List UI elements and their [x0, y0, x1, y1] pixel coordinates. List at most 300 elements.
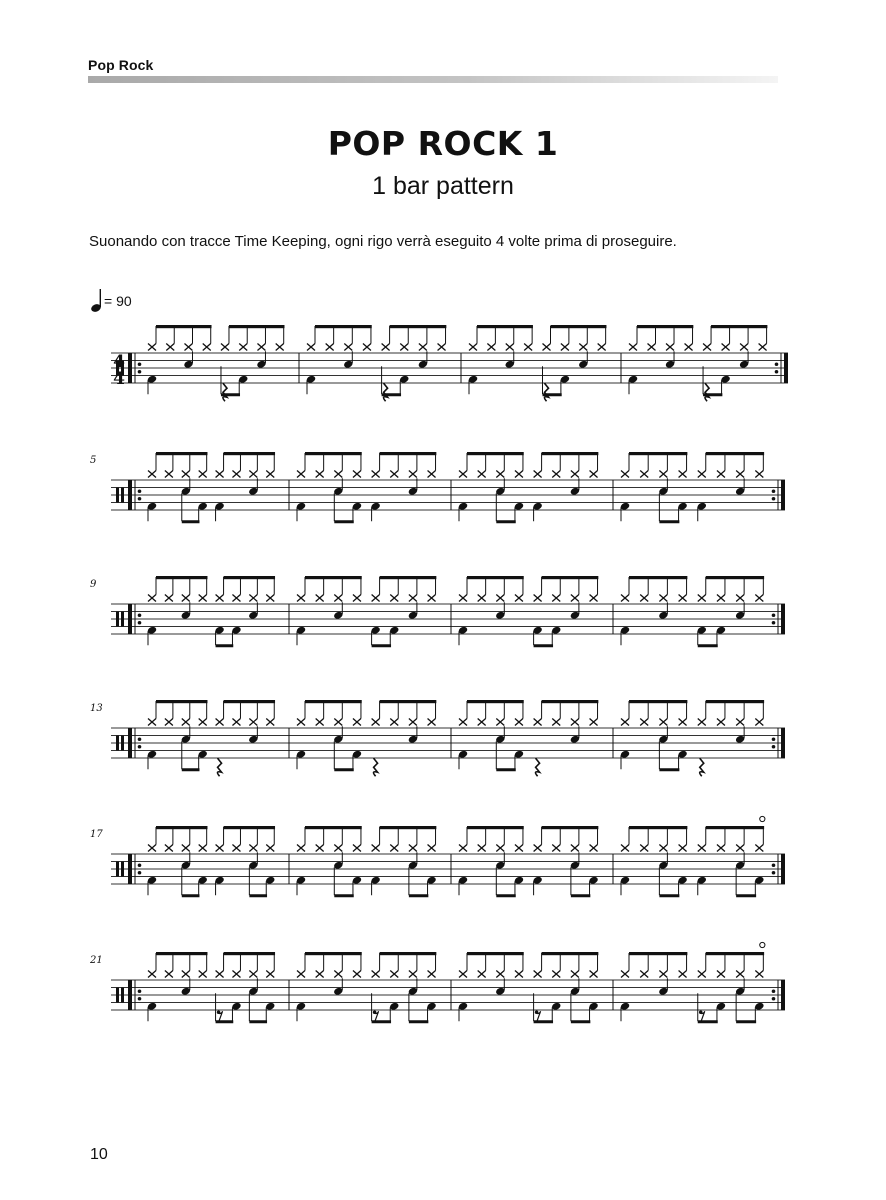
- repeat-dot: [772, 737, 776, 741]
- hihat-note: [372, 471, 380, 478]
- repeat-dot: [138, 370, 142, 374]
- hihat-beam: [467, 826, 524, 829]
- repeat-dot: [138, 997, 142, 1001]
- hihat-beam: [542, 576, 599, 579]
- hihat-beam: [224, 952, 275, 955]
- hihat-beam: [380, 700, 437, 703]
- hihat-note: [621, 845, 629, 852]
- repeat-dot: [138, 871, 142, 875]
- kick-beam: [334, 768, 353, 771]
- hihat-note: [266, 719, 274, 726]
- hihat-note: [266, 845, 274, 852]
- hihat-note: [543, 344, 551, 351]
- hihat-note: [459, 719, 467, 726]
- hihat-note: [534, 845, 542, 852]
- hihat-note: [552, 719, 560, 726]
- hihat-note: [571, 971, 579, 978]
- hihat-note: [534, 719, 542, 726]
- repeat-dot: [772, 871, 776, 875]
- hihat-beam: [156, 700, 207, 703]
- hihat-note: [182, 971, 190, 978]
- running-head: Pop Rock: [88, 57, 154, 73]
- page-subtitle: 1 bar pattern: [372, 172, 514, 200]
- hihat-note: [640, 471, 648, 478]
- time-signature-top: 4: [113, 352, 125, 372]
- hihat-beam: [467, 700, 524, 703]
- hihat-note: [307, 344, 315, 351]
- hihat-note: [755, 719, 763, 726]
- repeat-dot: [138, 737, 142, 741]
- hihat-note: [459, 971, 467, 978]
- hihat-note: [249, 971, 257, 978]
- hihat-note: [679, 471, 687, 478]
- hihat-note: [232, 719, 240, 726]
- hihat-note: [621, 971, 629, 978]
- hihat-note: [640, 719, 648, 726]
- hihat-note: [698, 595, 706, 602]
- kick-beam: [659, 768, 679, 771]
- hihat-note: [148, 971, 156, 978]
- hihat-note: [590, 719, 598, 726]
- hihat-note: [353, 971, 361, 978]
- repeat-dot: [772, 497, 776, 501]
- kick-beam: [249, 894, 267, 897]
- hihat-note: [199, 971, 207, 978]
- hihat-note: [232, 845, 240, 852]
- hihat-note: [382, 344, 390, 351]
- hihat-note: [478, 595, 486, 602]
- hihat-note: [316, 719, 324, 726]
- hihat-note: [390, 471, 398, 478]
- hihat-note: [428, 595, 436, 602]
- quarter-rest: [705, 383, 709, 401]
- kick-beam: [698, 644, 718, 647]
- hihat-note: [165, 719, 173, 726]
- hihat-note: [182, 719, 190, 726]
- kick-beam: [216, 644, 234, 647]
- hihat-note: [679, 971, 687, 978]
- hihat-note: [736, 471, 744, 478]
- kick-beam: [496, 894, 515, 897]
- repeat-start-thick: [128, 480, 132, 510]
- hihat-note: [148, 595, 156, 602]
- hihat-beam: [467, 952, 524, 955]
- hihat-note: [552, 971, 560, 978]
- hihat-note: [409, 471, 417, 478]
- hihat-beam: [390, 325, 447, 328]
- hihat-note: [590, 595, 598, 602]
- hihat-note: [552, 595, 560, 602]
- hihat-note: [496, 971, 504, 978]
- hihat-note: [679, 595, 687, 602]
- hihat-note: [148, 471, 156, 478]
- hihat-note: [203, 344, 211, 351]
- hihat-note: [249, 471, 257, 478]
- hihat-note: [459, 845, 467, 852]
- hihat-note: [590, 845, 598, 852]
- hihat-beam: [380, 826, 437, 829]
- time-signature-bottom: 4: [113, 369, 125, 389]
- hihat-note: [334, 719, 342, 726]
- hihat-beam: [315, 325, 372, 328]
- hihat-note: [165, 595, 173, 602]
- hihat-note: [552, 845, 560, 852]
- repeat-dot: [138, 489, 142, 493]
- hihat-note: [249, 595, 257, 602]
- kick-beam: [409, 894, 428, 897]
- hihat-note: [571, 471, 579, 478]
- hihat-note: [166, 344, 174, 351]
- hihat-note: [736, 719, 744, 726]
- hihat-beam: [551, 325, 607, 328]
- measure-number: 13: [90, 703, 103, 714]
- hihat-beam: [380, 952, 437, 955]
- hihat-beam: [477, 325, 533, 328]
- hihat-note: [736, 971, 744, 978]
- hihat-note: [740, 344, 748, 351]
- repeat-dot: [138, 621, 142, 625]
- hihat-note: [216, 471, 224, 478]
- hihat-beam: [629, 700, 687, 703]
- repeat-dot: [138, 863, 142, 867]
- hihat-note: [552, 471, 560, 478]
- hihat-beam: [224, 700, 275, 703]
- hihat-note: [534, 471, 542, 478]
- hihat-beam: [629, 452, 687, 455]
- hihat-note: [372, 971, 380, 978]
- hihat-note: [199, 845, 207, 852]
- quarter-rest: [374, 758, 378, 776]
- hihat-note: [679, 719, 687, 726]
- repeat-dot: [772, 621, 776, 625]
- hihat-note: [266, 471, 274, 478]
- hihat-note: [297, 719, 305, 726]
- hihat-note: [534, 595, 542, 602]
- percussion-clef: [116, 862, 119, 877]
- repeat-dot: [772, 997, 776, 1001]
- hihat-beam: [156, 452, 207, 455]
- hihat-note: [232, 471, 240, 478]
- hihat-note: [621, 471, 629, 478]
- hihat-note: [216, 971, 224, 978]
- kick-beam: [334, 520, 353, 523]
- hihat-note: [640, 971, 648, 978]
- hihat-beam: [229, 325, 285, 328]
- hihat-note: [216, 845, 224, 852]
- hihat-beam: [224, 826, 275, 829]
- hihat-note: [428, 971, 436, 978]
- hihat-beam: [629, 826, 687, 829]
- hihat-note: [698, 719, 706, 726]
- hihat-beam: [629, 952, 687, 955]
- repeat-dot: [138, 497, 142, 501]
- staff-system: [89, 942, 785, 1023]
- hihat-note: [487, 344, 495, 351]
- hihat-note: [736, 845, 744, 852]
- instructions-text: Suonando con tracce Time Keeping, ogni rigo verrà eseguito 4 volte prima di proseguire.: [89, 233, 677, 250]
- staff-system: [90, 452, 785, 523]
- kick-beam: [659, 894, 679, 897]
- hihat-note: [372, 719, 380, 726]
- hihat-note: [148, 344, 156, 351]
- hihat-note: [257, 344, 265, 351]
- repeat-dot: [775, 362, 779, 366]
- hihat-note: [703, 344, 711, 351]
- quarter-rest: [223, 383, 227, 401]
- hihat-note: [390, 845, 398, 852]
- hihat-note: [598, 344, 606, 351]
- measure-number: 9: [90, 579, 97, 590]
- repeat-start-thick: [128, 854, 132, 884]
- hihat-note: [496, 595, 504, 602]
- hihat-note: [438, 344, 446, 351]
- hihat-note: [717, 471, 725, 478]
- hihat-note: [659, 845, 667, 852]
- hihat-note: [515, 845, 523, 852]
- repeat-dot: [772, 489, 776, 493]
- hihat-note: [659, 971, 667, 978]
- hihat-note: [659, 719, 667, 726]
- hihat-note: [409, 719, 417, 726]
- hihat-note: [353, 471, 361, 478]
- hihat-beam: [706, 952, 764, 955]
- hihat-beam: [305, 952, 362, 955]
- staff-system: [90, 816, 785, 897]
- measure-number: 21: [90, 955, 103, 966]
- hihat-note: [579, 344, 587, 351]
- hihat-note: [297, 971, 305, 978]
- percussion-clef: [121, 612, 124, 627]
- repeat-start-thick: [128, 353, 132, 383]
- kick-beam: [496, 520, 515, 523]
- hihat-note: [326, 344, 334, 351]
- measure-number: 5: [90, 455, 97, 466]
- hihat-note: [590, 471, 598, 478]
- hihat-note: [409, 971, 417, 978]
- hihat-beam: [542, 452, 599, 455]
- hihat-beam: [380, 452, 437, 455]
- quarter-rest: [536, 758, 540, 776]
- kick-beam: [409, 1020, 428, 1023]
- kick-beam: [182, 894, 200, 897]
- hihat-note: [390, 719, 398, 726]
- repeat-end-thick: [784, 353, 788, 383]
- repeat-end-thick: [781, 854, 785, 884]
- hihat-note: [496, 471, 504, 478]
- kick-beam: [249, 1020, 267, 1023]
- hihat-beam: [305, 452, 362, 455]
- repeat-dot: [138, 989, 142, 993]
- hihat-note: [400, 344, 408, 351]
- hihat-note: [590, 971, 598, 978]
- hihat-note: [698, 471, 706, 478]
- percussion-clef: [116, 612, 119, 627]
- hihat-beam: [706, 826, 764, 829]
- hihat-note: [334, 971, 342, 978]
- hihat-beam: [156, 325, 212, 328]
- hihat-note: [182, 471, 190, 478]
- hihat-beam: [706, 452, 764, 455]
- repeat-dot: [772, 863, 776, 867]
- hihat-beam: [629, 576, 687, 579]
- hihat-note: [755, 845, 763, 852]
- hihat-note: [459, 471, 467, 478]
- hihat-note: [755, 595, 763, 602]
- hihat-note: [316, 971, 324, 978]
- hihat-note: [679, 845, 687, 852]
- hihat-beam: [711, 325, 767, 328]
- repeat-end-thick: [781, 728, 785, 758]
- hihat-note: [698, 845, 706, 852]
- kick-beam: [659, 520, 679, 523]
- percussion-clef: [121, 488, 124, 503]
- repeat-end-thick: [781, 980, 785, 1010]
- percussion-clef: [116, 988, 119, 1003]
- hihat-note: [266, 595, 274, 602]
- hihat-note: [353, 845, 361, 852]
- hihat-beam: [305, 826, 362, 829]
- hihat-note: [390, 595, 398, 602]
- kick-beam: [182, 520, 200, 523]
- hihat-note: [297, 845, 305, 852]
- repeat-dot: [772, 613, 776, 617]
- hihat-note: [409, 845, 417, 852]
- hihat-note: [316, 471, 324, 478]
- hihat-beam: [380, 576, 437, 579]
- hihat-note: [640, 845, 648, 852]
- hihat-note: [571, 595, 579, 602]
- hihat-note: [722, 344, 730, 351]
- hihat-note: [363, 344, 371, 351]
- hihat-note: [353, 595, 361, 602]
- kick-beam: [496, 768, 515, 771]
- hihat-note: [698, 971, 706, 978]
- hihat-note: [459, 595, 467, 602]
- hihat-note: [297, 595, 305, 602]
- hihat-note: [659, 595, 667, 602]
- percussion-clef: [121, 736, 124, 751]
- tempo-value: = 90: [104, 293, 132, 309]
- hihat-note: [390, 971, 398, 978]
- staff-system: [90, 700, 785, 776]
- open-hihat-marker: [760, 942, 765, 947]
- hihat-note: [182, 845, 190, 852]
- hihat-note: [334, 471, 342, 478]
- hihat-beam: [542, 700, 599, 703]
- hihat-beam: [706, 700, 764, 703]
- hihat-note: [534, 971, 542, 978]
- staff-system: [111, 325, 788, 401]
- repeat-dot: [138, 613, 142, 617]
- hihat-note: [372, 595, 380, 602]
- quarter-rest: [217, 758, 221, 776]
- hihat-beam: [224, 576, 275, 579]
- hihat-beam: [156, 952, 207, 955]
- hihat-note: [276, 344, 284, 351]
- repeat-dot: [138, 745, 142, 749]
- kick-beam: [182, 768, 200, 771]
- repeat-start-thick: [128, 604, 132, 634]
- hihat-note: [165, 471, 173, 478]
- hihat-beam: [706, 576, 764, 579]
- hihat-note: [469, 344, 477, 351]
- kick-beam: [372, 644, 391, 647]
- repeat-dot: [775, 370, 779, 374]
- hihat-note: [266, 971, 274, 978]
- hihat-note: [316, 595, 324, 602]
- hihat-note: [506, 344, 514, 351]
- hihat-note: [496, 845, 504, 852]
- hihat-note: [640, 595, 648, 602]
- hihat-beam: [305, 576, 362, 579]
- hihat-note: [297, 471, 305, 478]
- hihat-note: [216, 719, 224, 726]
- hihat-note: [419, 344, 427, 351]
- hihat-note: [496, 719, 504, 726]
- percussion-clef: [121, 862, 124, 877]
- hihat-note: [165, 845, 173, 852]
- hihat-note: [148, 719, 156, 726]
- hihat-note: [717, 719, 725, 726]
- hihat-note: [334, 845, 342, 852]
- hihat-note: [249, 719, 257, 726]
- repeat-end-thick: [781, 604, 785, 634]
- hihat-note: [239, 344, 247, 351]
- hihat-note: [344, 344, 352, 351]
- hihat-note: [184, 344, 192, 351]
- open-hihat-marker: [760, 816, 765, 821]
- hihat-beam: [637, 325, 693, 328]
- hihat-note: [666, 344, 674, 351]
- hihat-note: [685, 344, 693, 351]
- hihat-note: [216, 595, 224, 602]
- hihat-note: [515, 595, 523, 602]
- hihat-beam: [467, 452, 524, 455]
- hihat-note: [372, 845, 380, 852]
- quarter-rest: [544, 383, 548, 401]
- hihat-note: [571, 845, 579, 852]
- hihat-note: [478, 719, 486, 726]
- hihat-note: [165, 971, 173, 978]
- hihat-note: [428, 719, 436, 726]
- hihat-note: [524, 344, 532, 351]
- percussion-clef: [116, 736, 119, 751]
- hihat-note: [334, 595, 342, 602]
- hihat-note: [561, 344, 569, 351]
- hihat-beam: [224, 452, 275, 455]
- hihat-beam: [467, 576, 524, 579]
- hihat-beam: [542, 826, 599, 829]
- kick-beam: [736, 894, 756, 897]
- hihat-note: [316, 845, 324, 852]
- hihat-note: [717, 845, 725, 852]
- hihat-note: [621, 595, 629, 602]
- repeat-dot: [772, 745, 776, 749]
- staff-system: [90, 576, 785, 647]
- hihat-note: [428, 471, 436, 478]
- hihat-note: [232, 971, 240, 978]
- hihat-beam: [156, 576, 207, 579]
- hihat-note: [249, 845, 257, 852]
- hihat-note: [515, 971, 523, 978]
- repeat-end-thick: [781, 480, 785, 510]
- hihat-note: [659, 471, 667, 478]
- hihat-note: [478, 845, 486, 852]
- hihat-note: [648, 344, 656, 351]
- kick-beam: [334, 894, 353, 897]
- hihat-note: [571, 719, 579, 726]
- hihat-note: [717, 595, 725, 602]
